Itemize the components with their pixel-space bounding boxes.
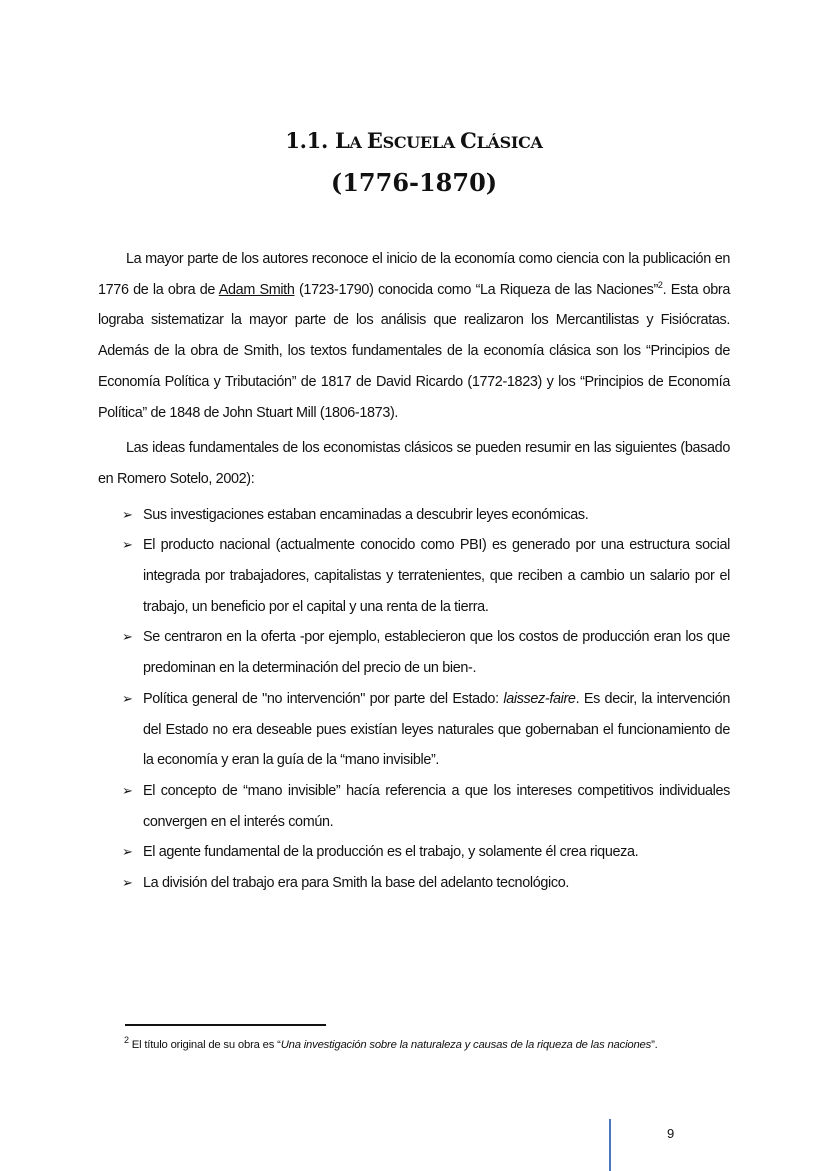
- list-item-text: . Es decir, la intervención del Estado no era deseable pues existían leyes naturales que gobernaban el funcionamiento de la economía y eran la guía de la “mano invisible”.: [143, 690, 730, 769]
- book-title: Una investigación sobre la naturaleza y causas de la riqueza de las naciones: [280, 1039, 652, 1051]
- adam-smith-link[interactable]: Adam Smith: [218, 281, 295, 298]
- arrow-bullet-icon: ➢: [122, 506, 133, 522]
- text: El título original de su obra es “: [128, 1039, 281, 1051]
- arrow-bullet-icon: ➢: [122, 875, 133, 891]
- body-text: [98, 244, 730, 899]
- laissez-faire-term: laissez-faire: [503, 690, 576, 707]
- list-item-text: El agente fundamental de la producción es el trabajo, y solamente él crea riqueza.: [143, 844, 639, 861]
- arrow-bullet-icon: ➢: [122, 782, 133, 798]
- paragraph-intro: [98, 244, 730, 428]
- list-item-text: Se centraron en la oferta -por ejemplo, establecieron que los costos de producción eran los que predominan en la determinación del precio de un bien-.: [143, 629, 730, 677]
- list-item-text: El concepto de “mano invisible” hacía referencia a que los intereses competitivos individuales convergen en el interés común.: [143, 782, 730, 830]
- list-item: [98, 684, 730, 776]
- list-item-text: Sus investigaciones estaban encaminadas a descubrir leyes económicas.: [143, 506, 589, 523]
- text: . Esta obra lograba sistematizar la mayor parte de los análisis que realizaron los Mercantilistas y Fisiócratas. Además de la obra de Smith, los textos fundamentales de la economía clásica son los “Principios de Economía Política y Tributación” de 1817 de David Ricardo (1772-1823) y los “Principios de Economía Política” de 1848 de John Stuart Mill (1806-1873).: [98, 281, 730, 421]
- list-item: [98, 500, 730, 531]
- list-item: [98, 837, 730, 868]
- list-item-text: El producto nacional (actualmente conocido como PBI) es generado por una estructura social integrada por trabajadores, capitalistas y terratenientes, que reciben a cambio un salario por el trabajo, un beneficio por el capital y una renta de la tierra.: [143, 537, 730, 615]
- text: ”.: [651, 1039, 658, 1051]
- arrow-bullet-icon: ➢: [122, 690, 133, 706]
- page-number: 9: [667, 1126, 675, 1141]
- list-item-text: Política general de "no intervención" por parte del Estado:: [143, 690, 504, 707]
- title-part: LÁSICA: [476, 133, 543, 152]
- ideas-list: [98, 500, 730, 899]
- title-part: E: [366, 128, 383, 153]
- footnote: [82, 1037, 730, 1053]
- list-item: [98, 622, 730, 683]
- arrow-bullet-icon: ➢: [122, 844, 133, 860]
- section-number: 1.1.: [285, 128, 328, 153]
- title-part: A: [349, 133, 367, 152]
- footnote-ref[interactable]: 2: [657, 279, 663, 290]
- page-number-bar: [609, 1119, 611, 1171]
- title-part: L: [335, 128, 350, 153]
- footnote-number: 2: [124, 1035, 129, 1046]
- list-item-text: La división del trabajo era para Smith la base del adelanto tecnológico.: [143, 875, 569, 892]
- list-item: [98, 868, 730, 899]
- title-part: C: [460, 128, 477, 153]
- text: La mayor parte de los autores reconoce el inicio de la economía como ciencia con la publicación en 1776 de la obra de: [98, 251, 730, 298]
- arrow-bullet-icon: ➢: [122, 629, 133, 645]
- section-title: [0, 128, 828, 153]
- title-part: SCUELA: [382, 133, 461, 152]
- section-period: (1776-1870): [330, 168, 498, 197]
- footnote-separator: [125, 1024, 326, 1026]
- paragraph-ideas: Las ideas fundamentales de los economistas clásicos se pueden resumir en las siguientes (basado en Romero Sotelo, 2002):: [98, 440, 730, 487]
- list-item: [98, 530, 730, 622]
- text: (1723-1790) conocida como “La Riqueza de las Naciones”: [294, 281, 658, 298]
- list-item: [98, 776, 730, 837]
- arrow-bullet-icon: ➢: [122, 537, 133, 553]
